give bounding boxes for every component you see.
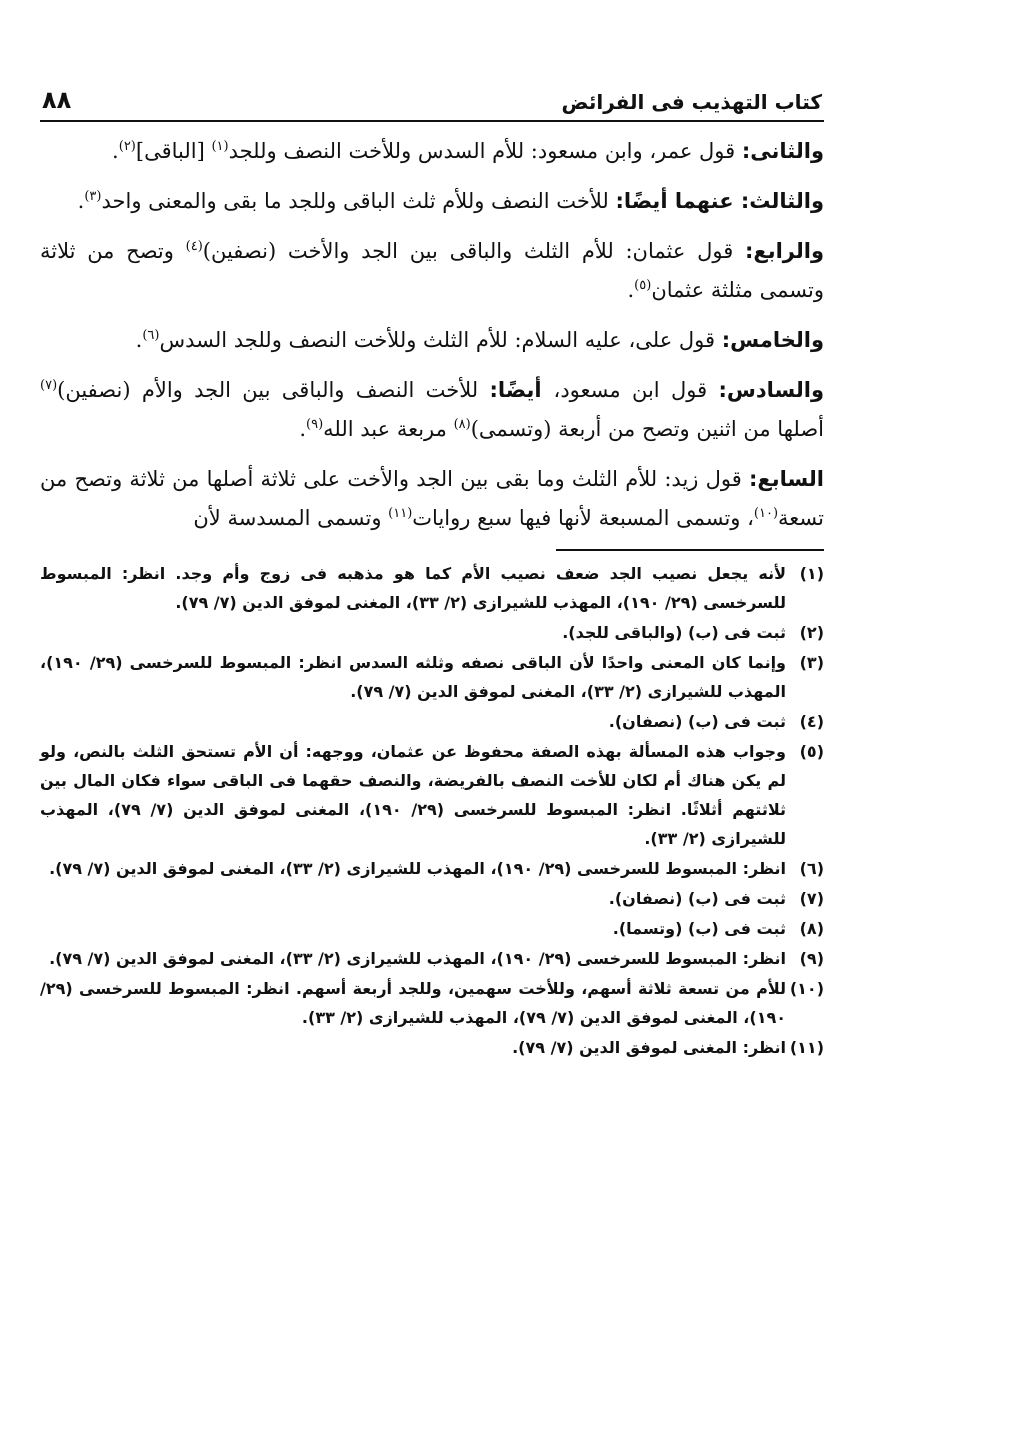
paragraph-text: . bbox=[299, 417, 306, 441]
footnote-ref: (٢) bbox=[118, 139, 136, 154]
footnotes-section bbox=[40, 559, 824, 1062]
footnote-11 bbox=[40, 1033, 824, 1062]
paragraph-text: قول زيد: للأم الثلث وما بقى بين الجد والأخت على ثلاثة أصلها من ثلاثة وتصح من تسعة bbox=[40, 467, 824, 530]
page-header bbox=[40, 86, 824, 122]
footnote-ref: (٤) bbox=[185, 239, 203, 254]
footnote-number: (٥) bbox=[799, 742, 824, 761]
footnote-2 bbox=[40, 618, 824, 647]
footnote-ref: (٩) bbox=[306, 417, 324, 432]
opinion-label: والرابع: bbox=[744, 239, 824, 263]
footnote-9 bbox=[40, 944, 824, 973]
opinion-label: والثانى: bbox=[741, 139, 824, 163]
paragraph-text: . bbox=[77, 189, 85, 213]
paragraph-third-opinion bbox=[40, 182, 824, 221]
paragraph-text: أصلها من اثنين وتصح من أربعة (وتسمى) bbox=[470, 417, 824, 441]
footnote-number: (١١) bbox=[789, 1038, 824, 1057]
paragraph-fifth-opinion bbox=[40, 321, 824, 360]
footnote-ref: (٨) bbox=[453, 417, 471, 432]
paragraph-text: قول عمر، وابن مسعود: للأم السدس وللأخت النصف وللجد bbox=[228, 139, 742, 163]
opinion-label: والخامس: bbox=[721, 328, 824, 352]
paragraph-text: قول عثمان: للأم الثلث والباقى بين الجد والأخت (نصفين) bbox=[202, 239, 745, 263]
footnote-number: (٨) bbox=[799, 919, 824, 938]
paragraph-text: قول على، عليه السلام: للأم الثلث وللأخت النصف وللجد السدس bbox=[159, 328, 722, 352]
footnote-separator bbox=[556, 549, 824, 551]
footnote-text: ثبت فى (ب) (وتسما). bbox=[612, 919, 786, 938]
footnote-text: ثبت فى (ب) (نصفان). bbox=[608, 712, 786, 731]
emphasis-text: عنهما أيضًا: bbox=[615, 189, 741, 213]
footnote-ref: (١) bbox=[211, 139, 229, 154]
paragraph-text: قول ابن مسعود، bbox=[553, 378, 719, 402]
footnote-ref: (٥) bbox=[634, 278, 652, 293]
paragraph-fourth-opinion bbox=[40, 232, 824, 310]
footnote-ref: (٧) bbox=[40, 378, 58, 393]
paragraph-text: مربعة عبد الله bbox=[323, 417, 454, 441]
main-text bbox=[40, 132, 824, 538]
footnote-number: (٣) bbox=[799, 653, 824, 672]
paragraph-text: ، وتسمى المسبعة لأنها فيها سبع روايات bbox=[412, 506, 754, 530]
paragraph-text: للأخت النصف والباقى بين الجد والأم (نصفين) bbox=[57, 378, 490, 402]
paragraph-seventh-opinion bbox=[40, 460, 824, 538]
footnote-10 bbox=[40, 974, 824, 1032]
paragraph-text: . bbox=[112, 139, 119, 163]
footnote-1 bbox=[40, 559, 824, 617]
footnote-text: ثبت فى (ب) (والباقى للجد). bbox=[562, 623, 786, 642]
footnote-5 bbox=[40, 737, 824, 853]
footnote-text: انظر: المبسوط للسرخسى (٢٩/ ١٩٠)، المهذب للشيرازى (٢/ ٣٣)، المغنى لموفق الدين (٧/ ٧٩). bbox=[49, 949, 786, 968]
footnote-text: وجواب هذه المسألة بهذه الصفة محفوظ عن عثمان، ووجهه: أن الأم تستحق الثلث بالنص، ولو لم يكن هناك أم لكان للأخت النصف بالفريضة، والنصف حقهما فى الباقى سواء فكان المال بين ثلاثتهم أثلاثًا. انظر: المبسوط للسرخسى (٢٩/ ١٩٠)، المغنى لموفق الدين (٧/ ٧٩)، المهذب للشيرازى (٢/ ٣٣). bbox=[40, 742, 787, 848]
footnote-number: (١٠) bbox=[789, 979, 824, 998]
footnote-text: ثبت فى (ب) (نصفان). bbox=[608, 889, 786, 908]
footnote-7 bbox=[40, 884, 824, 913]
footnote-ref: (٦) bbox=[142, 328, 160, 343]
footnote-4 bbox=[40, 707, 824, 736]
footnote-6 bbox=[40, 854, 824, 883]
footnote-number: (٧) bbox=[799, 889, 824, 908]
opinion-label: السابع: bbox=[749, 467, 824, 491]
footnote-number: (٤) bbox=[799, 712, 824, 731]
footnote-text: انظر: المبسوط للسرخسى (٢٩/ ١٩٠)، المهذب للشيرازى (٢/ ٣٣)، المغنى لموفق الدين (٧/ ٧٩). bbox=[49, 859, 786, 878]
footnote-text: لأنه يجعل نصيب الجد ضعف نصيب الأم كما هو مذهبه فى زوج وأم وجد. انظر: المبسوط للسرخسى (٢٩/ ١٩٠)، المهذب للشيرازى (٢/ ٣٣)، المغنى لموفق الدين (٧/ ٧٩). bbox=[40, 564, 786, 612]
footnote-text: للأم من تسعة ثلاثة أسهم، وللأخت سهمين، وللجد أربعة أسهم. انظر: المبسوط للسرخسى (٢٩/ ١٩٠)، المغنى لموفق الدين (٧/ ٧٩)، المهذب للشيرازى (٢/ ٣٣). bbox=[40, 979, 786, 1027]
paragraph-text: للأخت النصف وللأم ثلث الباقى وللجد ما بقى والمعنى واحد bbox=[101, 189, 616, 213]
book-page bbox=[40, 86, 824, 1063]
paragraph-text: وتسمى المسدسة لأن bbox=[193, 506, 389, 530]
footnote-8 bbox=[40, 914, 824, 943]
footnote-text: وإنما كان المعنى واحدًا لأن الباقى نصفه وثلثه السدس انظر: المبسوط للسرخسى (٢٩/ ١٩٠)، المهذب للشيرازى (٢/ ٣٣)، المغنى لموفق الدين (٧/ ٧٩). bbox=[40, 653, 787, 701]
footnote-ref: (١٠) bbox=[753, 506, 779, 521]
paragraph-sixth-opinion bbox=[40, 371, 824, 449]
opinion-label: والثالث: bbox=[740, 189, 824, 213]
footnote-ref: (٣) bbox=[84, 189, 102, 204]
footnote-number: (١) bbox=[799, 564, 824, 583]
paragraph-text: . bbox=[135, 328, 143, 352]
opinion-label: والسادس: bbox=[718, 378, 824, 402]
paragraph-second-opinion bbox=[40, 132, 824, 171]
paragraph-text: وتصح من ثلاثة وتسمى مثلثة عثمان bbox=[40, 239, 824, 302]
running-title: كتاب التهذيب فى الفرائض bbox=[561, 90, 822, 114]
footnote-number: (٩) bbox=[799, 949, 824, 968]
footnote-number: (٢) bbox=[799, 623, 824, 642]
emphasis-text: أيضًا: bbox=[489, 378, 554, 402]
footnote-3 bbox=[40, 648, 824, 706]
footnote-ref: (١١) bbox=[388, 506, 413, 521]
footnote-number: (٦) bbox=[799, 859, 824, 878]
page-number: ٨٨ bbox=[42, 86, 72, 114]
footnote-text: انظر: المغنى لموفق الدين (٧/ ٧٩). bbox=[512, 1038, 786, 1057]
paragraph-text: [الباقى] bbox=[135, 139, 212, 163]
paragraph-text: . bbox=[627, 278, 635, 302]
